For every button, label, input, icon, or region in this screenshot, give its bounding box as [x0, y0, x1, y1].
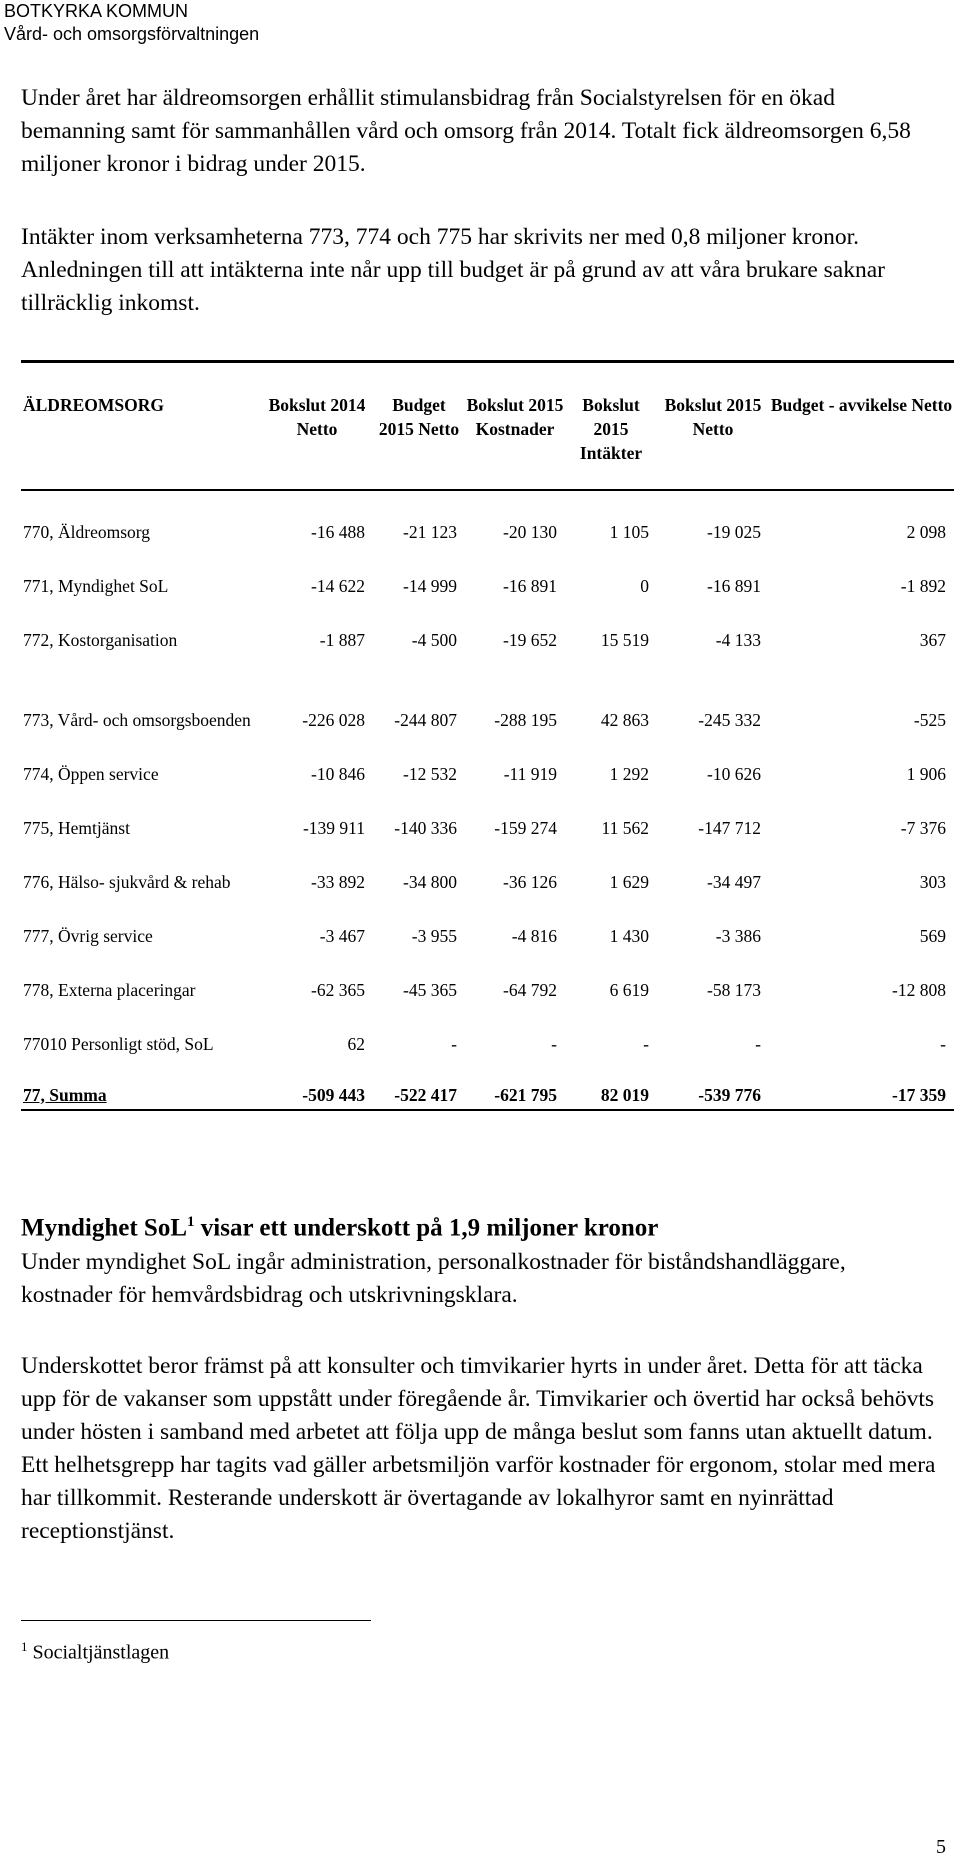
table-cell: -19 652 [503, 629, 557, 650]
table-cell: -4 816 [511, 925, 557, 946]
table-cell: - [551, 1033, 557, 1054]
column-header: Bokslut 2015 Kostnader [466, 395, 564, 439]
table-cell: -21 123 [403, 521, 457, 542]
header-dept: Vård- och omsorgsförvaltningen [4, 24, 260, 44]
table-cell: -288 195 [494, 709, 557, 730]
table-cell: -3 467 [319, 925, 365, 946]
table-cell: -11 919 [503, 763, 557, 784]
table-cell: -139 911 [302, 817, 365, 838]
table-cell: -1 892 [900, 575, 946, 596]
table-row [21, 1002, 954, 1056]
table-cell: -3 386 [715, 925, 761, 946]
table-cell: 42 863 [600, 709, 649, 730]
table-cell: 1 292 [609, 763, 649, 784]
footnote-text: Socialtjänstlagen [32, 1641, 170, 1664]
table-cell: -64 792 [503, 979, 557, 1000]
sum-cell: -509 443 [261, 1056, 373, 1110]
table-cell: -36 126 [503, 871, 557, 892]
table-cell: -14 622 [311, 575, 365, 596]
page-header [4, 0, 259, 46]
table-cell: -12 532 [403, 763, 457, 784]
column-header: Budget - avvikelse Netto [770, 395, 953, 415]
table-cell: 0 [640, 575, 649, 596]
row-label: 77010 Personligt stöd, SoL [23, 1033, 214, 1054]
table-cell: 2 098 [906, 521, 946, 542]
table-row [21, 894, 954, 948]
table-cell: -34 497 [707, 871, 761, 892]
footnote [21, 1634, 169, 1666]
table-cell: 1 430 [609, 925, 649, 946]
header-org: BOTKYRKA KOMMUN [4, 1, 189, 21]
column-header: Bokslut 2015 Intäkter [579, 395, 643, 463]
table-cell: -58 173 [707, 979, 761, 1000]
column-header: Budget 2015 Netto [378, 395, 460, 439]
sum-cell: 82 019 [565, 1056, 657, 1110]
table-cell: 62 [347, 1033, 365, 1054]
sum-row [21, 1056, 954, 1110]
table-cell: -4 133 [715, 629, 761, 650]
table-cell: 367 [919, 629, 946, 650]
table-cell: -12 808 [892, 979, 946, 1000]
table-cell: 1 906 [906, 763, 946, 784]
footnote-number: 1 [21, 1639, 28, 1654]
table-cell: -4 500 [411, 629, 457, 650]
sum-cell: -17 359 [769, 1056, 954, 1110]
row-label: 776, Hälso- sjukvård & rehab [23, 871, 231, 892]
table-cell: -16 891 [503, 575, 557, 596]
row-label: 778, Externa placeringar [23, 979, 196, 1000]
table-cell: 1 105 [609, 521, 649, 542]
table-cell: -33 892 [311, 871, 365, 892]
table-cell: 1 629 [609, 871, 649, 892]
table-cell: - [451, 1033, 457, 1054]
footnote-ref: 1 [187, 1214, 195, 1230]
table-cell: 11 562 [601, 817, 649, 838]
column-header: Bokslut 2014 Netto [268, 395, 366, 439]
table-cell: -10 626 [707, 763, 761, 784]
table-row [21, 490, 954, 544]
row-label: 773, Vård- och omsorgsboenden [23, 709, 251, 730]
table-cell: -525 [913, 709, 946, 730]
stimulus-paragraph: Under året har äldreomsorgen erhållit stimulansbidrag från Socialstyrelsen för en ökad bemanning samt för sammanhållen vård och omsorg från 2014. Totalt fick äldreomsorgen 6,58 miljoner kronor i bidrag under 2015. [21, 85, 911, 177]
table-cell: - [755, 1033, 761, 1054]
table-cell: -7 376 [900, 817, 946, 838]
table-cell: -1 887 [319, 629, 365, 650]
table-cell: -19 025 [707, 521, 761, 542]
section-heading-rest: visar ett underskott på 1,9 miljoner kronor [194, 1214, 659, 1242]
table-cell: -14 999 [403, 575, 457, 596]
table-cell: 303 [919, 871, 946, 892]
table-cell: -140 336 [394, 817, 457, 838]
myndighet-paragraph-1: Under myndighet SoL ingår administration, personalkostnader för biståndshandläggare, kostnader för hemvårdsbidrag och utskrivningsklara. [21, 1249, 846, 1308]
table-cell: -244 807 [394, 709, 457, 730]
myndighet-paragraph-2: Underskottet beror främst på att konsulter och timvikarier hyrts in under året. Detta för att täcka upp för de vakanser som uppstått under föregående år. Timvikarier och övertid har också behövts under hösten i samband med arbetet att följa upp de många beslut som fanns utan aktuellt datum. Ett helhetsgrepp har tagits vad gäller arbetsmiljön varför kostnader för ergonom, stolar med mera har tillkommit. Resterande underskott är övertagande av lokalhyror samt en nyinrättad receptionstjänst. [21, 1353, 936, 1544]
table-row [21, 732, 954, 786]
income-paragraph: Intäkter inom verksamheterna 773, 774 och 775 har skrivits ner med 0,8 miljoner kronor. Anledningen till att intäkterna inte når upp till budget är på grund av att våra brukare saknar tillräcklig inkomst. [21, 224, 885, 316]
section-heading-text: Myndighet SoL [21, 1214, 188, 1242]
row-label: 770, Äldreomsorg [23, 521, 151, 542]
table-row [21, 544, 954, 598]
row-label: 772, Kostorganisation [23, 629, 178, 650]
row-label: 777, Övrig service [23, 925, 153, 946]
table-cell: 15 519 [600, 629, 649, 650]
row-label: 771, Myndighet SoL [23, 575, 169, 596]
row-label: 774, Öppen service [23, 763, 159, 784]
sum-cell: -522 417 [373, 1056, 465, 1110]
sum-label: 77, Summa [21, 1056, 261, 1110]
table-cell: -20 130 [503, 521, 557, 542]
table-row [21, 786, 954, 840]
table-cell: -147 712 [698, 817, 761, 838]
row-label: 775, Hemtjänst [23, 817, 130, 838]
header-label: ÄLDREOMSORG [23, 395, 164, 415]
footnote-divider [21, 1620, 371, 1621]
table-cell: -16 891 [707, 575, 761, 596]
table-cell: -245 332 [698, 709, 761, 730]
table-cell: -34 800 [403, 871, 457, 892]
table-row [21, 948, 954, 1002]
column-header: Bokslut 2015 Netto [664, 395, 762, 439]
table-header [21, 362, 954, 490]
sum-cell: -621 795 [465, 1056, 565, 1110]
table-body [21, 490, 954, 1110]
table-row [21, 840, 954, 894]
table-cell: 569 [919, 925, 946, 946]
page-number: 5 [936, 1836, 946, 1858]
table-cell: -159 274 [494, 817, 557, 838]
table-cell: -45 365 [403, 979, 457, 1000]
section-heading [21, 1206, 658, 1244]
table-cell: 6 619 [609, 979, 649, 1000]
table-row [21, 652, 954, 732]
table-cell: - [643, 1033, 649, 1054]
table-cell: -10 846 [311, 763, 365, 784]
budget-table [21, 360, 954, 1111]
table-cell: -62 365 [311, 979, 365, 1000]
table-cell: -226 028 [302, 709, 365, 730]
sum-cell: -539 776 [657, 1056, 769, 1110]
table-cell: - [940, 1033, 946, 1054]
table-cell: -3 955 [411, 925, 457, 946]
table-cell: -16 488 [311, 521, 365, 542]
table-row [21, 598, 954, 652]
